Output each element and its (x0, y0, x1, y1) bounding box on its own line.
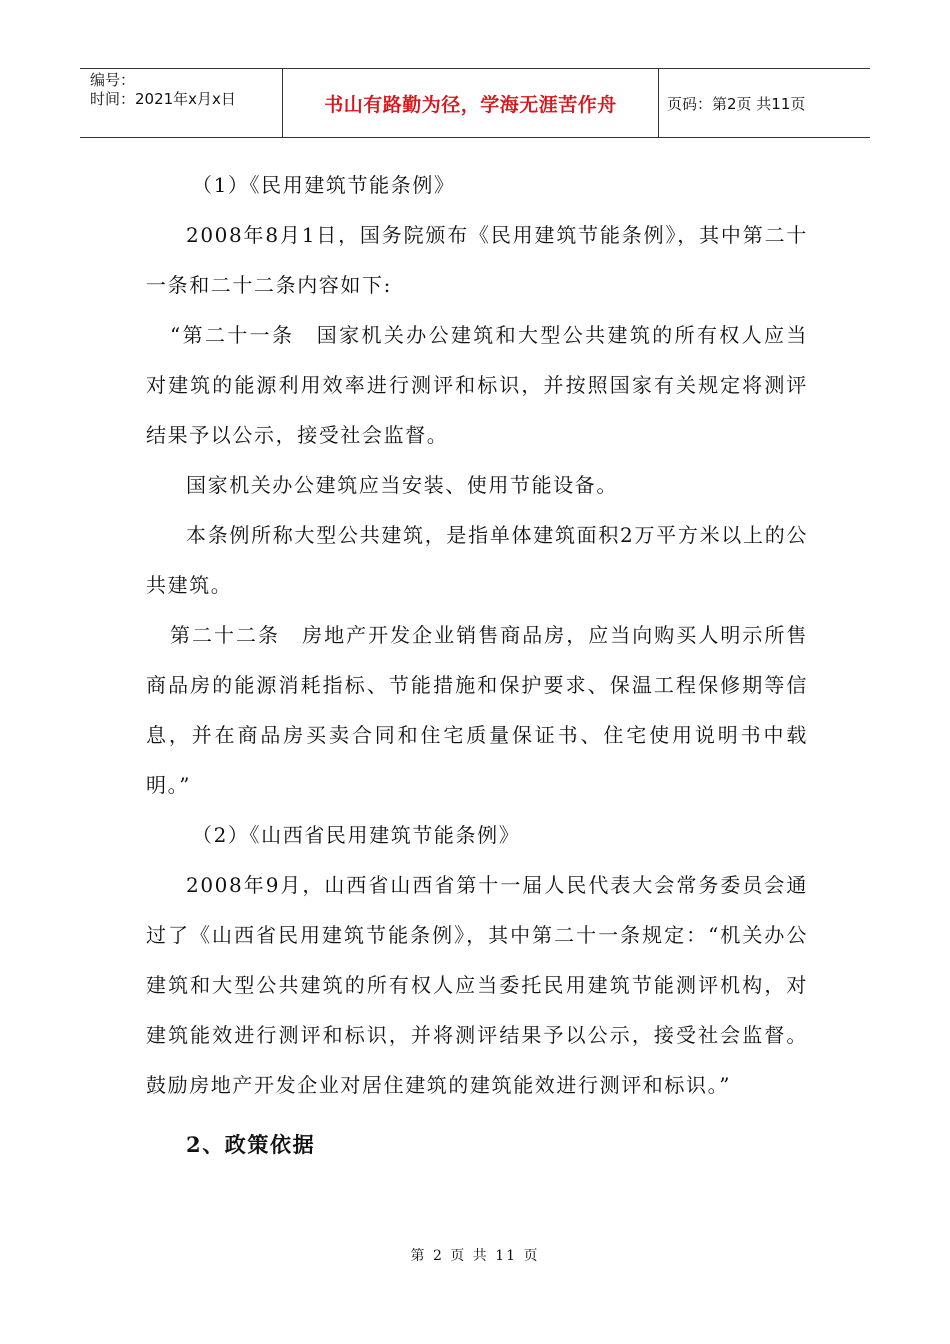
header-page-info: 页码：第2页 共11页 (667, 94, 806, 113)
item2-title: （2）《山西省民用建筑节能条例》 (192, 823, 521, 847)
paragraph-4: 本条例所称大型公共建筑，是指单体建筑面积2万平方米以上的公共建筑。 (146, 523, 808, 597)
document-number-label: 编号： (90, 71, 136, 89)
header-motto: 书山有路勤为径，学海无涯苦作舟 (283, 69, 659, 137)
page-footer: 第 2 页 共 11 页 (410, 1248, 540, 1264)
paragraph-5: 第二十二条 房地产开发企业销售商品房，应当向购买人明示所售商品房的能源消耗指标、节能措施和保护要求、保温工程保修期等信息，并在商品房买卖合同和住宅质量保证书、住宅使用说明书中载明。” (146, 623, 808, 797)
paragraph-2: “第二十一条 国家机关办公建筑和大型公共建筑的所有权人应当对建筑的能源利用效率进行测评和标识，并按照国家有关规定将测评结果予以公示，接受社会监督。 (146, 323, 808, 447)
paragraph-1: 2008年8月1日，国务院颁布《民用建筑节能条例》，其中第二十一条和二十二条内容如下: (146, 223, 808, 297)
paragraph-6: 2008年9月，山西省山西省第十一届人民代表大会常务委员会通过了《山西省民用建筑节能条例》，其中第二十一条规定：“机关办公建筑和大型公共建筑的所有权人应当委托民用建筑节能测评机构，对建筑能效进行测评和标识，并将测评结果予以公示，接受社会监督。鼓励房地产开发企业对居住建筑的建筑能效进行测评和标识。” (146, 873, 808, 1097)
item1-title: （1）《民用建筑节能条例》 (192, 173, 456, 197)
header-left-cell (80, 69, 283, 137)
page-header (80, 68, 870, 138)
document-body (146, 160, 808, 1170)
section-2-heading: 2、政策依据 (186, 1132, 316, 1157)
document-date-label: 时间：2021年x月x日 (90, 90, 236, 108)
paragraph-3: 国家机关办公建筑应当安装、使用节能设备。 (186, 473, 618, 497)
